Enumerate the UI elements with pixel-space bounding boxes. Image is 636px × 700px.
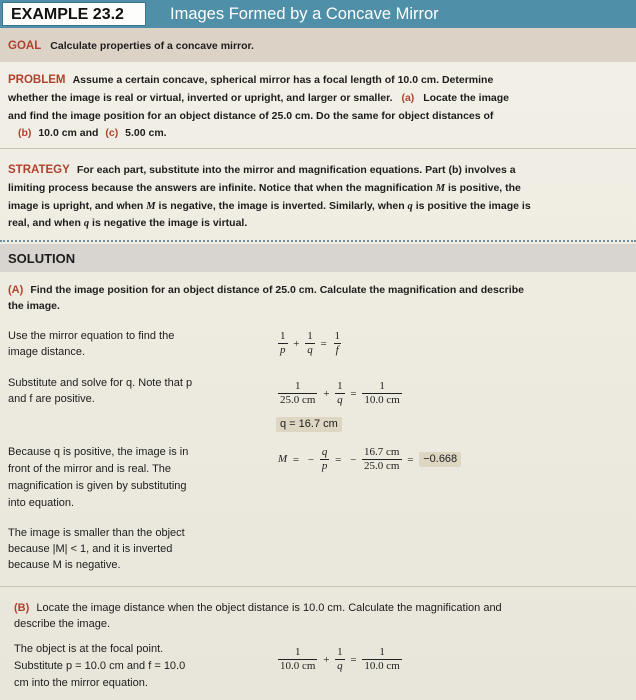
solution-band [0,244,636,272]
strategy-line-3: image is upright, and when M is negative, the image is inverted. Similarly, when q is positive the image is [8,200,531,212]
problem-keyword: PROBLEM [8,74,66,86]
part-b-tag: (b) [18,127,32,139]
goal-keyword: GOAL [8,40,42,52]
problem-line-3: and find the image position for an object distance of 25.0 cm. Do the same for object distances of [8,110,494,122]
part-a-step3-line4: into equation. [8,497,75,509]
divider [0,148,636,149]
part-a-label: (A) [8,284,24,296]
part-a-step4-line1: The image is smaller than the object [8,527,185,539]
problem-line-2: whether the image is real or virtual, inverted or upright, and larger or smaller. (a) Locate the image [8,92,509,104]
part-a-step3-line3: magnification is given by substituting [8,480,187,492]
part-a-tag: (a) [401,92,415,104]
strategy-line-2: limiting process because the answers are infinite. Notice that when the magnification M is positive, the [8,182,521,194]
part-a-step1-line2: image distance. [8,346,86,358]
substituted-mirror-equation: $\frac{1}{25.0 cm}$ + $\frac{1}{q}$ = $\frac{1}{10.0 cm}$ [280,380,400,406]
part-a-step2-line1: Substitute and solve for q. Note that p [8,377,193,389]
strategy-keyword: STRATEGY [8,164,70,176]
problem-line-4: (b) 10.0 cm and (c) 5.00 cm. [18,127,167,139]
part-a-step1-line1: Use the mirror equation to find the [8,330,175,342]
part-b-intro-2: describe the image. [14,618,110,630]
example-title: Images Formed by a Concave Mirror [170,5,439,23]
magnification-result: −0.668 [419,452,461,467]
part-a-step3-line2: front of the mirror and is real. The [8,463,172,475]
part-a-intro-2: the image. [8,300,60,312]
example-header-bar [0,0,636,28]
strategy-line-1: STRATEGY For each part, substitute into the mirror and magnification equations. Part (b) involves a [8,164,516,176]
goal-line [8,38,254,54]
part-b-step1-line2: Substitute p = 10.0 cm and f = 10.0 [14,660,186,672]
part-b-step1-line1: The object is at the focal point. [14,643,164,655]
problem-line-1: PROBLEM Assume a certain concave, spherical mirror has a focal length of 10.0 cm. Determine [8,74,494,86]
dotted-divider [0,240,636,242]
part-b-label: (B) [14,602,30,614]
part-b-step1-line3: cm into the mirror equation. [14,677,148,689]
part-a-step4-line3: because M is negative. [8,559,121,571]
strategy-line-4: real, and when q is negative the image is virtual. [8,217,248,229]
part-a-step4-line2: because |M| < 1, and it is inverted [8,543,173,555]
goal-text: Calculate properties of a concave mirror. [50,40,254,52]
divider [0,586,636,587]
example-label: EXAMPLE 23.2 [2,2,146,26]
solution-title: SOLUTION [8,251,76,266]
part-a-intro-1: (A) Find the image position for an object distance of 25.0 cm. Calculate the magnification and describe [8,284,524,296]
mirror-equation: $\frac{1}{p}$ + $\frac{1}{q}$ = $\frac{1}{f}$ [280,330,340,356]
part-c-tag: (c) [105,127,119,139]
magnification-equation: M = − $\frac{q}{p}$ = − $\frac{16.7 cm}{25.0 cm}$ = −0.668 [278,446,461,473]
part-b-intro-1: (B) Locate the image distance when the object distance is 10.0 cm. Calculate the magnification and [14,602,502,614]
part-a-step3-line1: Because q is positive, the image is in [8,446,189,458]
part-b-mirror-equation: $\frac{1}{10.0 cm}$ + $\frac{1}{q}$ = $\frac{1}{10.0 cm}$ [280,646,400,672]
q-result: q = 16.7 cm [276,417,342,432]
part-a-step2-line2: and f are positive. [8,393,95,405]
